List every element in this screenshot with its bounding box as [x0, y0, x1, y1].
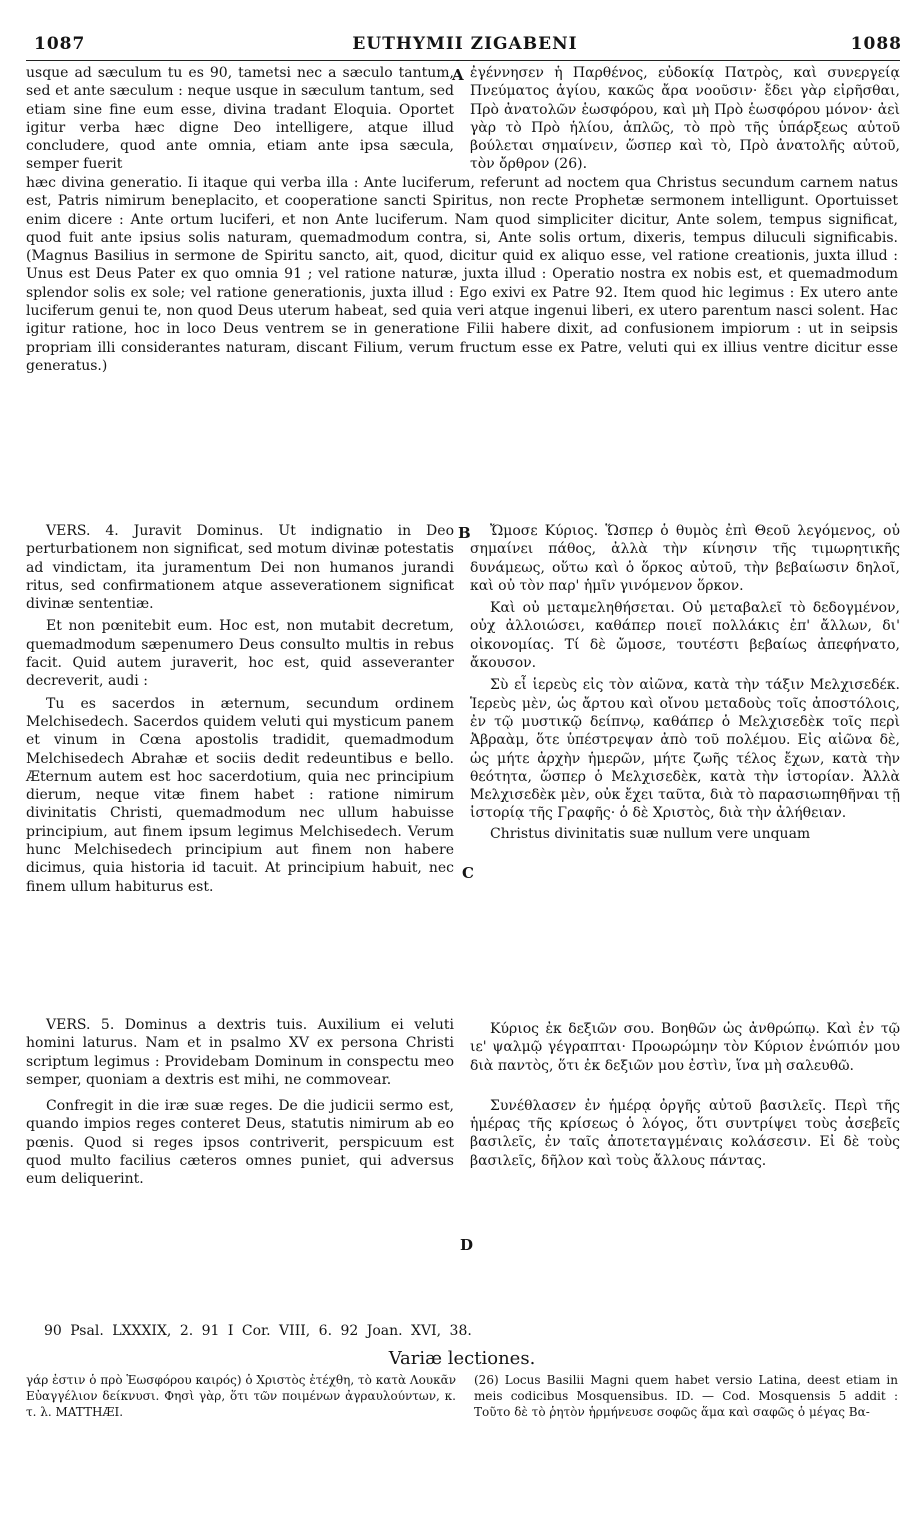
- greek-col-c: [470, 1020, 900, 1170]
- latin-col-b: [26, 522, 454, 896]
- latin-non-poenitebit: Et non pœnitebit eum. Hoc est, non mutabit decretum, quemadmodum sæpenumero Deus consulto multis in rebus facit. Quid autem juraverit, hoc est, quid asseveranter decreverit, audi :: [26, 618, 454, 690]
- variae-heading: Variæ lectiones.: [388, 1348, 536, 1369]
- greek-text-a: ἐγέννησεν ἡ Παρθένος, εὐδοκίᾳ Πατρὸς, καὶ συνεργείᾳ Πνεύματος ἁγίου, κακῶς ἄρα νοοῦσιν· ἔδει γὰρ εἰρῆσθαι, Πρὸ ἀνατολῶν ἑωσφόρου, καὶ μὴ Πρὸ ἑωσφόρου μόνον· ἀεὶ γὰρ τὸ Πρὸ ἡλίου, ἁπλῶς, τὸ πρὸ τῆς ὑπάρξεως αὐτοῦ βούλεται σημαίνειν, ὥσπερ καὶ τὸ, Πρὸ ἀνατολῆς αὐτοῦ, τὸν ὄρθρον (26).: [470, 65, 900, 173]
- full-width-paragraph: [26, 174, 898, 375]
- latin-confregit: Confregit in die iræ suæ reges. De die judicii sermo est, quando impios reges conteret Deus, statutis nimirum ab eo pœnis. Quod si reges ipsos contriverit, perspicuum est quod multo facilius cæteros omnes puniet, qui adversus eum deliquerint.: [26, 1098, 454, 1188]
- latin-christus-line: Christus divinitatis suæ nullum vere unquam: [490, 825, 811, 842]
- marker-b: B: [458, 524, 471, 542]
- greek-col-a: [470, 64, 900, 174]
- page-number-right: 1088: [850, 34, 902, 54]
- marker-d: D: [460, 1236, 474, 1254]
- latin-vers5: VERS. 5. Dominus a dextris tuis. Auxilium ei veluti homini laturus. Nam et in psalmo XV ex persona Christi scriptum legimus : Providebam Dominum in conspectu meo semper, quoniam a dextris est mihi, ne commovear.: [26, 1017, 454, 1088]
- latin-col-a: [26, 64, 454, 174]
- variae-right: (26) Locus Basilii Magni quem habet versio Latina, deest etiam in meis codicibus Mosquensibus. ID. — Cod. Mosquensis 5 addit : Τοῦτο δὲ τὸ ῥητὸν ἡρμήνευσε σοφῶς ἅμα καὶ σαφῶς ὁ μέγας Βα-: [474, 1373, 898, 1419]
- marker-a: A: [452, 66, 464, 84]
- greek-col-b: [470, 522, 900, 843]
- latin-text-full: hæc divina generatio. Ii itaque qui verba illa : Ante luciferum, referunt ad noctem qua Christus secundum carnem natus est, Patris nimirum beneplacito, et cooperatione sancti Spiritus, non recte Prophetæ sermonem intelligunt. Oportuisset enim dicere : Ante ortum luciferi, et non Ante luciferum. Nam quod simpliciter dicitur, Ante solem, tempus significat, quod fuit ante ipsius solis naturam, quemadmodum contra, si, Ante solis ortum, dixeris, tempus diluculi significabis. (Magnus Basilius in sermone de Spiritu sancto, ait, quod, dicitur quid ex aliquo esse, vel ratione creationis, juxta illud : Unus est Deus Pater ex quo omnia 91 ; vel ratione naturæ, juxta illud : Operatio nostra ex nobis est, et quemadmodum splendor solis ex sole; vel ratione generationis, juxta illud : Ego exivi ex Patre 92. Item quod hic legimus : Ex utero ante luciferum genui te, non quod Deus uterum habeat, sed quia veri atque ingenui liberi, ex utero parentum nasci solent. Hac igitur ratione, hoc in loco Deus ventrem se in generatione Filii habere dixit, ad confusionem impiorum : ut in seipsis propriam illi considerantes naturam, discant Filium, verum fructum esse ex Patre, veluti qui ex illius ventre dicitur esse generatus.): [26, 175, 898, 374]
- footnotes: 90 Psal. LXXXIX, 2. 91 I Cor. VIII, 6. 92 Joan. XVI, 38.: [44, 1323, 472, 1339]
- greek-omose: Ὤμοσε Κύριος. Ὥσπερ ὁ θυμὸς ἐπὶ Θεοῦ λεγόμενος, οὐ σημαίνει πάθος, ἀλλὰ τὴν κίνησιν τῆς τιμωρητικῆς δυνάμεως, οὕτω καὶ ὁ ὅρκος αὐτοῦ, τὴν βεβαίωσιν δηλοῖ, καὶ οὐ τὸν παρ' ἡμῖν γινόμενον ὅρκον.: [470, 523, 900, 594]
- greek-synethlasen: Συνέθλασεν ἐν ἡμέρᾳ ὀργῆς αὐτοῦ βασιλεῖς. Περὶ τῆς ἡμέρας τῆς κρίσεως ὁ λόγος, ὅτι συντρίψει τοὺς ἀσεβεῖς βασιλεῖς, ἐν ταῖς ἀποτεταγμέναις κολάσεσιν. Εἰ δὲ τοὺς βασιλεῖς, δῆλον καὶ τοὺς ἄλλους πάντας.: [470, 1097, 900, 1169]
- latin-col-c: [26, 1016, 454, 1189]
- variae-left: γάρ ἐστιν ὁ πρὸ Ἑωσφόρου καιρός) ὁ Χριστὸς ἐτέχθη, τὸ κατὰ Λουκᾶν Εὐαγγέλιον δείκνυσι. Φησὶ γὰρ, ὅτι τῶν ποιμένων ἀγραυλούντων, κ. τ. λ. MATTHÆI.: [26, 1373, 456, 1419]
- latin-sacerdos: Tu es sacerdos in æternum, secundum ordinem Melchisedech. Sacerdos quidem veluti qui mysticum panem et vinum in Cœna apostolis tradidit, quemadmodum Melchisedech Abrahæ et sociis dedit redeuntibus e bello. Æternum autem est hoc sacerdotium, quia nec principium dierum, neque vitæ finem habet : ratione nimirum divinitatis Christi, quemadmodum nec ullum habuisse principium, aut finem ipsum legimus Melchisedech. Verum hunc Melchisedech principium aut finem non habere dicimus, quia historia id tacuit. At principium habuit, nec finem ullum habiturus est.: [26, 695, 454, 895]
- header-rule: [26, 60, 900, 61]
- running-header: [28, 34, 902, 60]
- greek-metamelethesetai: Καὶ οὐ μεταμεληθήσεται. Οὐ μεταβαλεῖ τὸ δεδογμένον, οὐχ ἀλλοιώσει, καθάπερ ποιεῖ πολλάκις ἐπ' ἄλλων, δι' οἰκονομίας. Τί δὲ ὤμοσε, τουτέστι βεβαίως ἀπεφήνατο, ἄκουσον.: [470, 600, 900, 672]
- marker-c: C: [462, 864, 474, 882]
- greek-hiereus: Σὺ εἶ ἱερεὺς εἰς τὸν αἰῶνα, κατὰ τὴν τάξιν Μελχισεδέκ. Ἱερεὺς μὲν, ὡς ἄρτου καὶ οἴνου μεταδοὺς τοῖς ἀποστόλοις, ἐν τῷ μυστικῷ δείπνῳ, καθάπερ ὁ Μελχισεδὲκ τοῖς περὶ Ἀβραὰμ, ὅτε ὑπέστρεψαν ἀπὸ τοῦ πολέμου. Εἰς αἰῶνα δὲ, ὡς μήτε ἀρχὴν ἡμερῶν, μήτε ζωῆς τέλος ἔχων, κατὰ τὴν θεότητα, ὥσπερ ὁ Μελχισεδὲκ, κατὰ τὴν ἱστορίαν. Ἀλλὰ Μελχισεδὲκ μὲν, οὐκ ἔχει ταῦτα, διὰ τὸ παρασιωπηθῆναι τῇ ἱστορίᾳ τῆς Γραφῆς· ὁ δὲ Χριστὸς, διὰ τὴν ἀλήθειαν.: [470, 677, 900, 822]
- page-number-left: 1087: [34, 34, 86, 54]
- latin-vers4: VERS. 4. Juravit Dominus. Ut indignatio in Deo perturbationem non significat, sed motum divinæ potestatis ad vindictam, ita juramentum Dei non humanos jurandi ritus, sed confirmationem atque asseverationem significat divinæ sententiæ.: [26, 523, 454, 613]
- greek-kyrios: Κύριος ἐκ δεξιῶν σου. Βοηθῶν ὡς ἀνθρώπῳ. Καὶ ἐν τῷ ιε' ψαλμῷ γέγραπται· Προωρώμην τὸν Κύριον ἐνώπιόν μου διὰ παντὸς, ὅτι ἐκ δεξιῶν μου ἐστὶν, ἵνα μὴ σαλευθῶ.: [470, 1021, 900, 1074]
- latin-text-a: usque ad sæculum tu es 90, tametsi nec a sæculo tantum, sed et ante sæculum : neque usque in sæculum tantum, sed etiam sine fine eum esse, divina tradant Eloquia. Oportet igitur verba hæc digne Deo intelligere, atque illud concludere, quod ante omnia, etiam ante ipsa sæcula, semper fuerit: [26, 65, 454, 173]
- running-title: EUTHYMII ZIGABENI: [352, 34, 578, 54]
